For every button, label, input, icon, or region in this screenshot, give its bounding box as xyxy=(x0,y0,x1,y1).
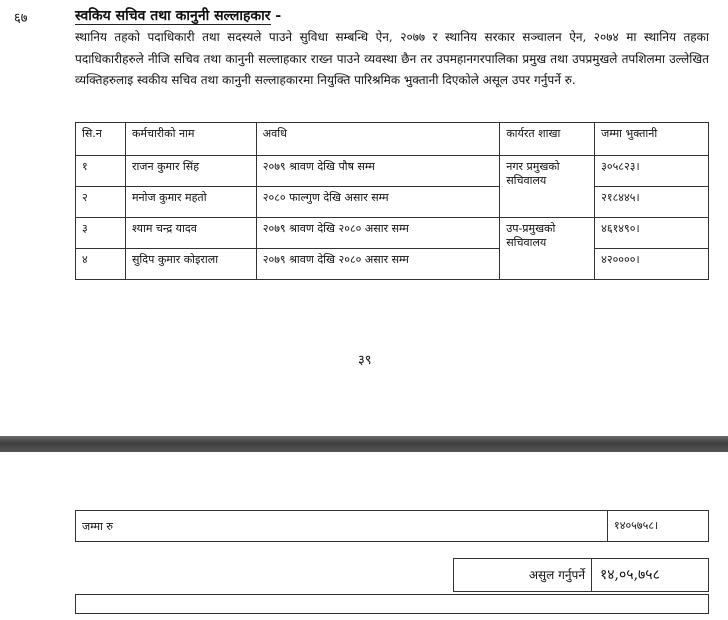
cell-amount: ४२००००। xyxy=(595,249,709,280)
cell-amount: ४६१४९०। xyxy=(595,218,709,249)
cell-amount: ३०५८२३। xyxy=(595,156,709,187)
total-value: १४०५७५८। xyxy=(607,511,708,541)
cell-period: २०८० फाल्गुण देखि असार सम्म xyxy=(256,187,499,218)
recover-row xyxy=(453,558,709,592)
table-row xyxy=(76,218,709,249)
recover-value: १४,०५,७५८ xyxy=(600,567,660,583)
table-row xyxy=(76,249,709,280)
section-title xyxy=(75,6,281,25)
cell-branch: उप-प्रमुखको सचिवालय xyxy=(500,218,595,280)
cell-name: राजन कुमार सिंह xyxy=(125,156,256,187)
cell-amount: २१८४४५। xyxy=(595,187,709,218)
page-divider xyxy=(0,436,728,452)
cell-period: २०७९ श्रावण देखि २०८० असार सम्म xyxy=(256,249,499,280)
header-amount: जम्मा भुक्तानी xyxy=(595,123,709,156)
cell-name: सुदिप कुमार कोइराला xyxy=(125,249,256,280)
header-branch: कार्यरत शाखा xyxy=(500,123,595,156)
header-period: अवधि xyxy=(256,123,499,156)
section-title-text: स्वकिय सचिव तथा कानुनी सल्लाहकार xyxy=(75,8,271,24)
table-row xyxy=(76,187,709,218)
section-paragraph: स्थानिय तहको पदाधिकारी तथा सदस्यले पाउने सुविधा सम्बन्धि ऐन, २०७७ र स्थानिय सरकार सञ्चालन ऐन, २०७४ मा स्थानिय तहका पदाधिकारीहरुले नीजि सचिव तथा कानुनी सल्लाहकार राख्न पाउने व्यवस्था छैन तर उपमहानगरपालिका प्रमुख तथा उपप्रमुखले तपशिलमा उल्लेखित व्यक्तिहरुलाइ स्वकीय सचिव तथा कानुनी सल्लाहकारमा नियुक्ति पारिश्रमिक भुक्तानी दिएकोले असूल उपर गर्नुपर्ने रु. xyxy=(75,30,709,87)
recover-label: असुल गर्नुपर्ने xyxy=(454,559,592,591)
cell-period: २०७९ श्रावण देखि २०८० असार सम्म xyxy=(256,218,499,249)
payment-table xyxy=(75,122,709,280)
total-label: जम्मा रु xyxy=(82,520,113,533)
cell-name: श्याम चन्द्र यादव xyxy=(125,218,256,249)
empty-table-row xyxy=(75,594,709,614)
table-header-row xyxy=(76,123,709,156)
header-name: कर्मचारीको नाम xyxy=(125,123,256,156)
header-sn: सि.न xyxy=(76,123,126,156)
cell-period: २०७९ श्रावण देखि पौष सम्म xyxy=(256,156,499,187)
total-row xyxy=(75,510,709,542)
cell-branch: नगर प्रमुखको सचिवालय xyxy=(500,156,595,218)
section-number: ६७ xyxy=(14,11,28,26)
cell-sn: २ xyxy=(76,187,126,218)
page-number: ३९ xyxy=(358,353,372,368)
cell-sn: १ xyxy=(76,156,126,187)
section-title-suffix: - xyxy=(270,8,282,24)
cell-name: मनोज कुमार महतो xyxy=(125,187,256,218)
table-row xyxy=(76,156,709,187)
cell-sn: ४ xyxy=(76,249,126,280)
cell-sn: ३ xyxy=(76,218,126,249)
